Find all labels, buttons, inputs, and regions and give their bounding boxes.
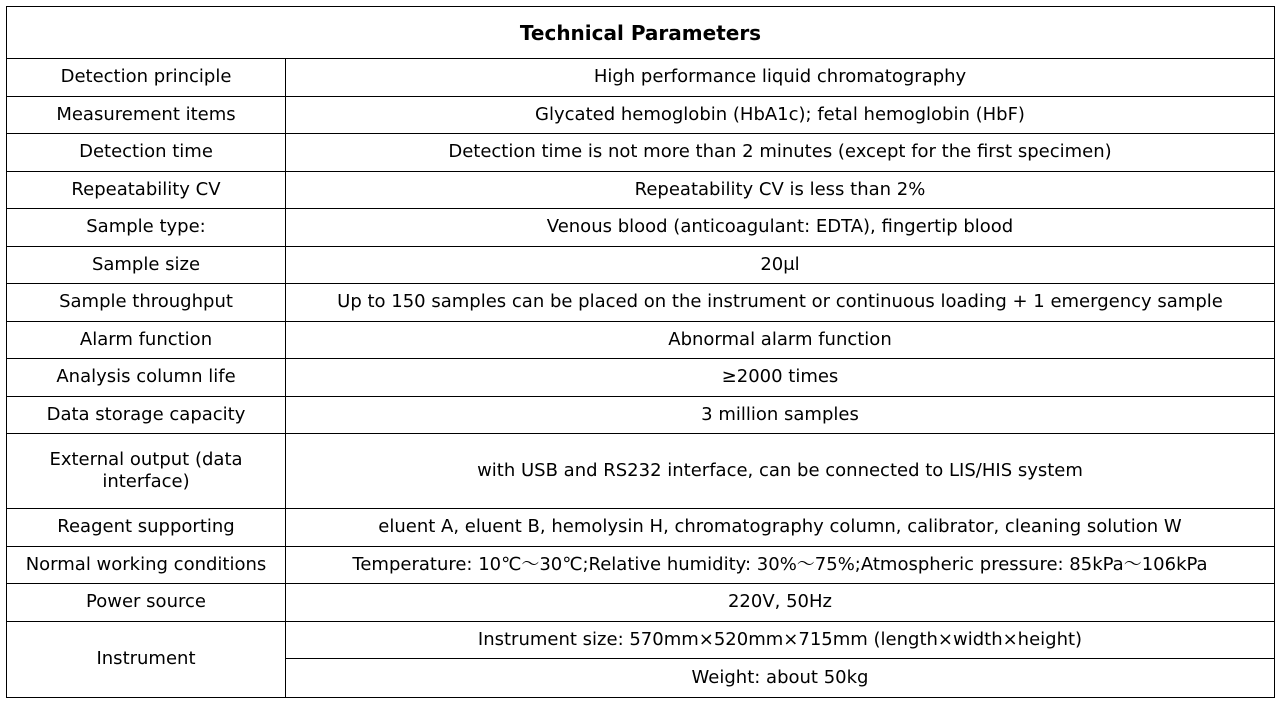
parameter-value: Repeatability CV is less than 2% xyxy=(286,171,1275,209)
parameter-value: Up to 150 samples can be placed on the instrument or continuous loading + 1 emergency sample xyxy=(286,284,1275,322)
parameter-label: External output (data interface) xyxy=(7,434,286,509)
parameter-label: Measurement items xyxy=(7,96,286,134)
table-row xyxy=(7,434,1275,509)
table-row xyxy=(7,96,1275,134)
parameter-value: Venous blood (anticoagulant: EDTA), fingertip blood xyxy=(286,209,1275,247)
table-row xyxy=(7,509,1275,547)
parameter-label: Sample type: xyxy=(7,209,286,247)
parameter-value: 220V, 50Hz xyxy=(286,584,1275,622)
parameter-label: Sample throughput xyxy=(7,284,286,322)
table-row xyxy=(7,209,1275,247)
table-row xyxy=(7,321,1275,359)
parameter-value: Glycated hemoglobin (HbA1c); fetal hemoglobin (HbF) xyxy=(286,96,1275,134)
parameter-label: Detection principle xyxy=(7,59,286,97)
technical-parameters-table xyxy=(6,6,1275,698)
table-title: Technical Parameters xyxy=(7,7,1275,59)
parameter-label: Instrument xyxy=(7,621,286,697)
parameter-label: Detection time xyxy=(7,134,286,172)
parameter-label: Repeatability CV xyxy=(7,171,286,209)
parameter-label: Data storage capacity xyxy=(7,396,286,434)
parameter-value: Abnormal alarm function xyxy=(286,321,1275,359)
table-row xyxy=(7,171,1275,209)
parameter-value: High performance liquid chromatography xyxy=(286,59,1275,97)
parameter-value: Detection time is not more than 2 minutes (except for the first specimen) xyxy=(286,134,1275,172)
table-row xyxy=(7,246,1275,284)
parameter-label: Normal working conditions xyxy=(7,546,286,584)
parameter-value: Temperature: 10℃～30℃;Relative humidity: 30%～75%;Atmospheric pressure: 85kPa～106kPa xyxy=(286,546,1275,584)
table-row xyxy=(7,59,1275,97)
parameter-label: Power source xyxy=(7,584,286,622)
table-row-instrument xyxy=(7,621,1275,659)
parameter-value: Weight: about 50kg xyxy=(286,659,1275,698)
table-row xyxy=(7,396,1275,434)
parameter-value: eluent A, eluent B, hemolysin H, chromatography column, calibrator, cleaning solution W xyxy=(286,509,1275,547)
parameter-label: Analysis column life xyxy=(7,359,286,397)
table-row xyxy=(7,284,1275,322)
parameter-value: 20μl xyxy=(286,246,1275,284)
table-row xyxy=(7,134,1275,172)
parameter-label: Alarm function xyxy=(7,321,286,359)
parameter-value: 3 million samples xyxy=(286,396,1275,434)
parameter-label: Reagent supporting xyxy=(7,509,286,547)
table-header-row xyxy=(7,7,1275,59)
table-row xyxy=(7,584,1275,622)
table-row xyxy=(7,359,1275,397)
parameter-label: Sample size xyxy=(7,246,286,284)
parameter-value: Instrument size: 570mm×520mm×715mm (length×width×height) xyxy=(286,621,1275,659)
parameter-value: ≥2000 times xyxy=(286,359,1275,397)
table-row xyxy=(7,546,1275,584)
parameter-value: with USB and RS232 interface, can be connected to LIS/HIS system xyxy=(286,434,1275,509)
